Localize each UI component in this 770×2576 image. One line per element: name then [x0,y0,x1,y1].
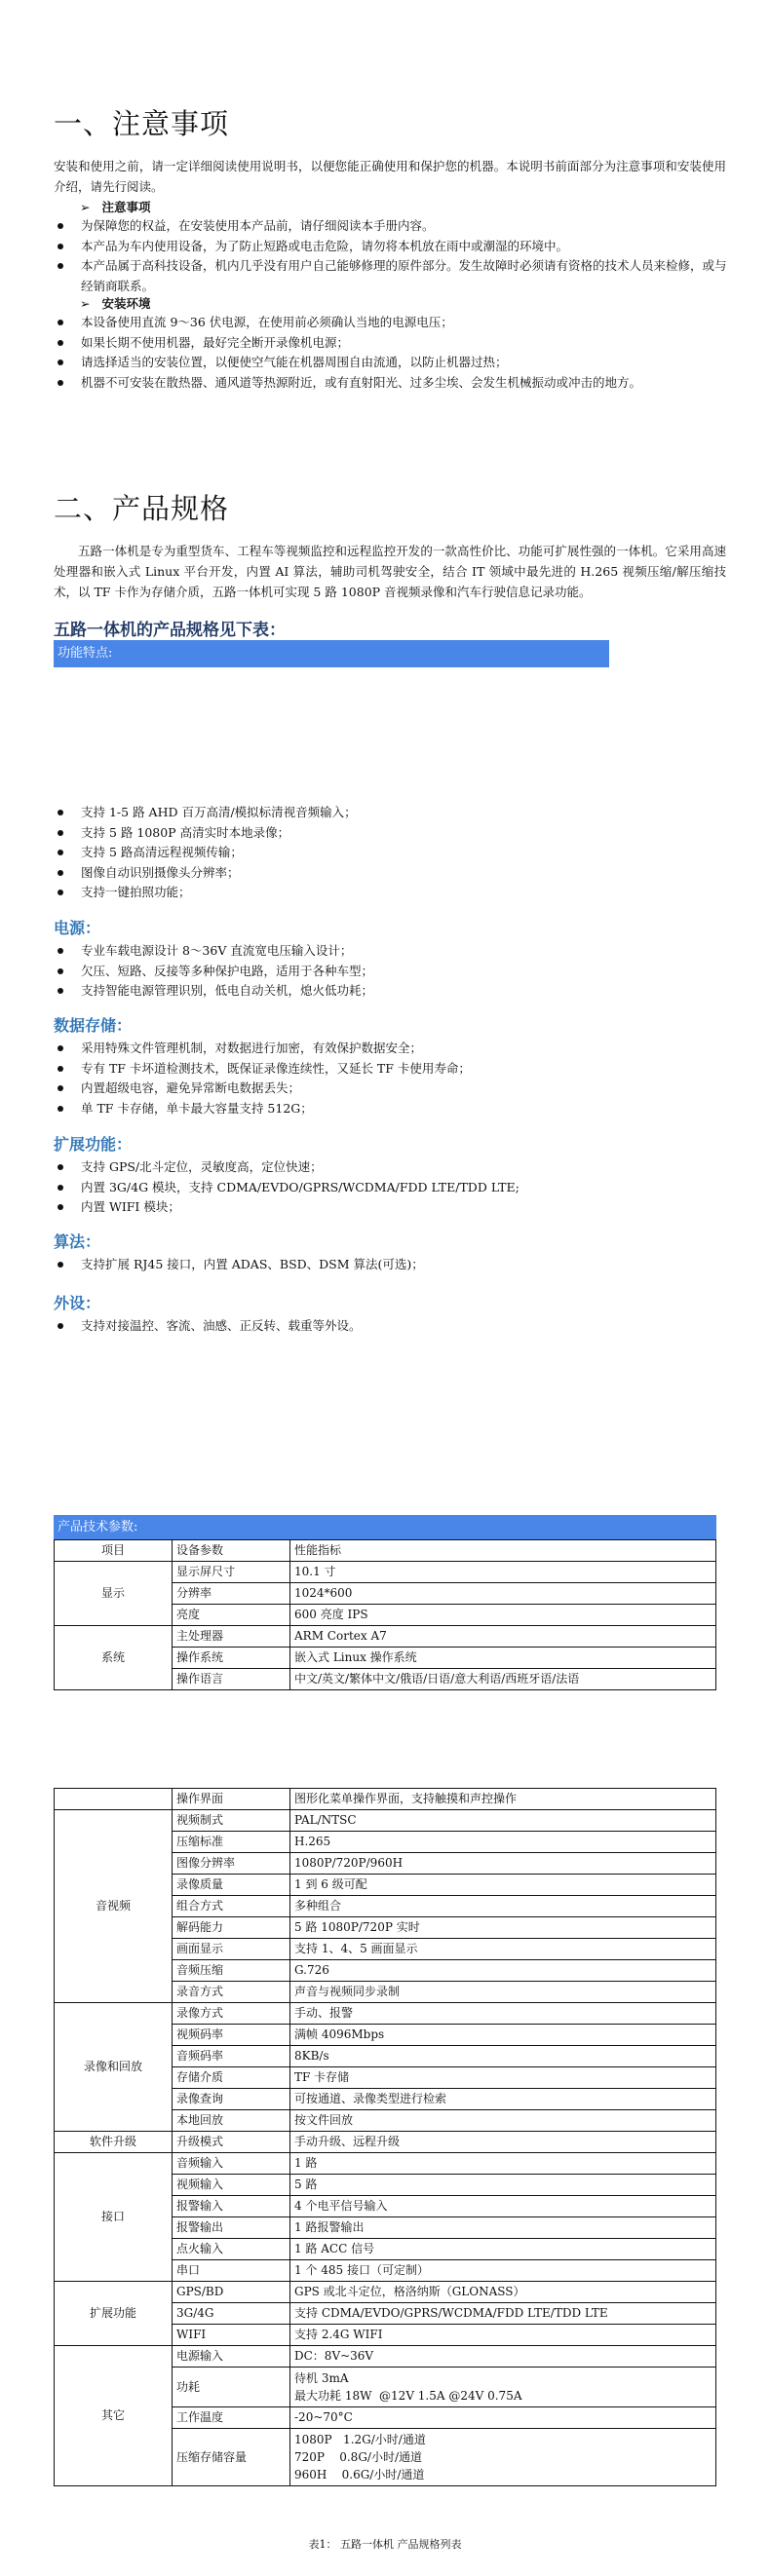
value-cell: 手动、报警 [290,2003,716,2025]
param-cell: 点火输入 [173,2239,290,2260]
spec-heading: 五路一体机的产品规格见下表： [54,621,286,640]
param-cell: 录像查询 [173,2089,290,2110]
param-cell: 工作温度 [173,2407,290,2429]
value-cell: 1080P/720P/960H [290,1853,716,1875]
param-cell: 操作系统 [173,1648,290,1669]
group-cell: 录像和回放 [55,2003,173,2132]
section1-intro: 安装和使用之前，请一定详细阅读使用说明书，以便您能正确使用和保护您的机器。本说明书前面部分为注意事项和安装使用介绍，请先行阅读。 [54,159,726,194]
value-cell: 支持 2.4G WIFI [290,2325,716,2346]
value-cell: 5 路 1080P/720P 实时 [290,1917,716,1939]
list-item: 专有 TF 卡坏道检测技术，既保证录像连续性，又延长 TF 卡使用寿命； [54,1059,736,1080]
param-cell: 视频码率 [173,2025,290,2046]
value-cell: 1 路报警输出 [290,2217,716,2239]
arrow-icon: ➢ [80,200,91,214]
group-cell: 软件升级 [55,2132,173,2153]
param-cell: 压缩存储容量 [173,2429,290,2486]
param-cell: 升级模式 [173,2132,290,2153]
value-cell: 8KB/s [290,2046,716,2067]
power-heading: 电源： [54,919,101,937]
list-item: 采用特殊文件管理机制，对数据进行加密，有效保护数据安全； [54,1039,736,1059]
group-cell: 扩展功能 [55,2282,173,2346]
header-cell: 设备参数 [173,1540,290,1562]
list-item: 支持 1-5 路 AHD 百万高清/模拟标清视音频输入； [54,803,736,823]
value-cell: -20~70°C [290,2407,716,2429]
arrow-icon: ➢ [80,296,91,311]
param-cell: 视频制式 [173,1810,290,1832]
list-item: 如果长期不使用机器，最好完全断开录像机电源； [54,333,736,354]
out-heading: 外设： [54,1294,101,1312]
param-cell: 视频输入 [173,2175,290,2196]
list-item: 支持 5 路高清远程视频传输； [54,843,736,863]
list-item: 为保障您的权益，在安装使用本产品前，请仔细阅读本手册内容。 [54,216,736,237]
value-cell: 1024*600 [290,1583,716,1605]
list-item: 内置超级电容，避免异常断电数据丢失； [54,1079,736,1099]
list-item: 单 TF 卡存储，单卡最大容量支持 512G； [54,1099,736,1119]
ext-list [54,1157,736,1218]
power-list [54,941,736,1002]
list-item: 本产品属于高科技设备，机内几乎没有用户自己能够修理的原件部分。发生故障时必须请有资格的技术人员来检修，或与经销商联系。 [54,256,736,296]
group-cell [55,1789,173,1810]
value-cell: G.726 [290,1960,716,1982]
value-cell: 1080P 1.2G/小时/通道 720P 0.8G/小时/通道 960H 0.6G/小时/通道 [290,2429,716,2486]
group-cell: 其它 [55,2346,173,2486]
section2-title: 二、产品规格 [54,492,230,525]
param-cell: 解码能力 [173,1917,290,1939]
value-cell: 1 到 6 级可配 [290,1875,716,1896]
param-cell: 功耗 [173,2368,290,2407]
list-item: 支持 GPS/北斗定位，灵敏度高，定位快速； [54,1157,736,1178]
list-item: 欠压、短路、反接等多种保护电路，适用于各种车型； [54,962,736,982]
param-cell: 录音方式 [173,1982,290,2003]
value-cell: 多种组合 [290,1896,716,1917]
param-cell: 操作界面 [173,1789,290,1810]
list-item: 支持智能电源管理识别，低电自动关机，熄火低功耗； [54,981,736,1002]
value-cell: 支持 CDMA/EVDO/GPRS/WCDMA/FDD LTE/TDD LTE [290,2303,716,2325]
value-cell: GPS 或北斗定位，格洛纳斯（GLONASS） [290,2282,716,2303]
param-cell: 录像质量 [173,1875,290,1896]
param-cell: 报警输入 [173,2196,290,2217]
param-cell: WIFI [173,2325,290,2346]
param-cell: 音频码率 [173,2046,290,2067]
sub1-list [54,216,736,296]
value-cell: 待机 3mA 最大功耗 18W @12V 1.5A @24V 0.75A [290,2368,716,2407]
group-cell: 系统 [55,1626,173,1690]
value-cell: 可按通道、录像类型进行检索 [290,2089,716,2110]
header-cell: 项目 [55,1540,173,1562]
list-item: 本产品为车内使用设备，为了防止短路或电击危险，请勿将本机放在雨中或潮湿的环境中。 [54,237,736,257]
sub2-list [54,313,736,393]
storage-heading: 数据存储： [54,1016,133,1035]
param-cell: 报警输出 [173,2217,290,2239]
ext-heading: 扩展功能： [54,1135,133,1154]
table-row [55,2132,716,2153]
value-cell: H.265 [290,1832,716,1853]
value-cell: 声音与视频同步录制 [290,1982,716,2003]
param-cell: 分辨率 [173,1583,290,1605]
group-cell: 接口 [55,2153,173,2282]
value-cell: 1 路 [290,2153,716,2175]
value-cell: ARM Cortex A7 [290,1626,716,1648]
table-row [55,1562,716,1583]
value-cell: 嵌入式 Linux 操作系统 [290,1648,716,1669]
param-cell: 主处理器 [173,1626,290,1648]
list-item: 本设备使用直流 9～36 伏电源，在使用前必须确认当地的电源电压； [54,313,736,333]
spec-table-2 [54,1788,716,2486]
table-row [55,1810,716,1832]
value-cell: 中文/英文/繁体中文/俄语/日语/意大利语/西班牙语/法语 [290,1669,716,1690]
param-cell: GPS/BD [173,2282,290,2303]
sub2-heading [80,294,151,312]
value-cell: 1 个 485 接口（可定制） [290,2260,716,2282]
header-cell: 性能指标 [290,1540,716,1562]
table-row [55,2346,716,2368]
param-cell: 压缩标准 [173,1832,290,1853]
table-caption: 表1： 五路一体机 产品规格列表 [308,2538,462,2551]
features-list [54,803,736,903]
spec-table-1 [54,1539,716,1690]
table-header-row [55,1540,716,1562]
param-cell: 3G/4G [173,2303,290,2325]
value-cell: DC：8V~36V [290,2346,716,2368]
table-row [55,2003,716,2025]
list-item: 支持对接温控、客流、油感、正反转、载重等外设。 [54,1316,736,1337]
param-cell: 显示屏尺寸 [173,1562,290,1583]
section1-title: 一、注意事项 [54,107,230,140]
param-cell: 组合方式 [173,1896,290,1917]
param-cell: 操作语言 [173,1669,290,1690]
algo-list [54,1255,736,1275]
param-cell: 录像方式 [173,2003,290,2025]
value-cell: TF 卡存储 [290,2067,716,2089]
group-cell: 显示 [55,1562,173,1626]
value-cell: 按文件回放 [290,2110,716,2132]
list-item: 专业车载电源设计 8～36V 直流宽电压输入设计； [54,941,736,962]
list-item: 机器不可安装在散热器、通风道等热源附近，或有直射阳光、过多尘埃、会发生机械振动或冲击的地方。 [54,373,736,394]
param-cell: 电源输入 [173,2346,290,2368]
table-row [55,1626,716,1648]
storage-list [54,1039,736,1118]
table-row [55,2153,716,2175]
feature-bar: 功能特点: [54,640,609,667]
list-item: 支持 5 路 1080P 高清实时本地录像； [54,823,736,844]
param-cell: 图像分辨率 [173,1853,290,1875]
sub2-label: 安装环境 [101,296,151,311]
value-cell: 600 亮度 IPS [290,1605,716,1626]
section2-intro: 五路一体机是专为重型货车、工程车等视频监控和远程监控开发的一款高性价比、功能可扩展性强的一体机。它采用高速处理器和嵌入式 Linux 平台开发，内置 AI 算法，辅助司机驾驶安全，结合 IT 领域中最先进的 H.265 视频压缩/解压缩技术，以 TF 卡作为存储介质，五路一体机可实现 5 路 1080P 音视频录像和汽车行驶信息记录功能。 [54,544,726,599]
value-cell: 4 个电平信号输入 [290,2196,716,2217]
list-item: 请选择适当的安装位置，以便使空气能在机器周围自由流通，以防止机器过热； [54,353,736,373]
value-cell: PAL/NTSC [290,1810,716,1832]
param-cell: 画面显示 [173,1939,290,1960]
value-cell: 图形化菜单操作界面，支持触摸和声控操作 [290,1789,716,1810]
value-cell: 满帧 4096Mbps [290,2025,716,2046]
value-cell: 5 路 [290,2175,716,2196]
param-cell: 亮度 [173,1605,290,1626]
list-item: 支持扩展 RJ45 接口，内置 ADAS、BSD、DSM 算法(可选)； [54,1255,736,1275]
sub1-heading [80,198,151,215]
param-cell: 本地回放 [173,2110,290,2132]
table-row [55,2282,716,2303]
list-item: 内置 WIFI 模块； [54,1197,736,1218]
out-list [54,1316,736,1337]
list-item: 内置 3G/4G 模块，支持 CDMA/EVDO/GPRS/WCDMA/FDD LTE/TDD LTE; [54,1178,736,1198]
value-cell: 支持 1、4、5 画面显示 [290,1939,716,1960]
param-cell: 音频压缩 [173,1960,290,1982]
param-cell: 存储介质 [173,2067,290,2089]
list-item: 支持一键拍照功能； [54,883,736,903]
tech-params-bar: 产品技术参数: [54,1515,716,1539]
group-cell: 音视频 [55,1810,173,2003]
list-item: 图像自动识别摄像头分辨率； [54,863,736,884]
param-cell: 音频输入 [173,2153,290,2175]
value-cell: 1 路 ACC 信号 [290,2239,716,2260]
param-cell: 串口 [173,2260,290,2282]
sub1-label: 注意事项 [101,200,151,214]
value-cell: 手动升级、远程升级 [290,2132,716,2153]
algo-heading: 算法： [54,1232,101,1251]
table-row [55,1789,716,1810]
value-cell: 10.1 寸 [290,1562,716,1583]
